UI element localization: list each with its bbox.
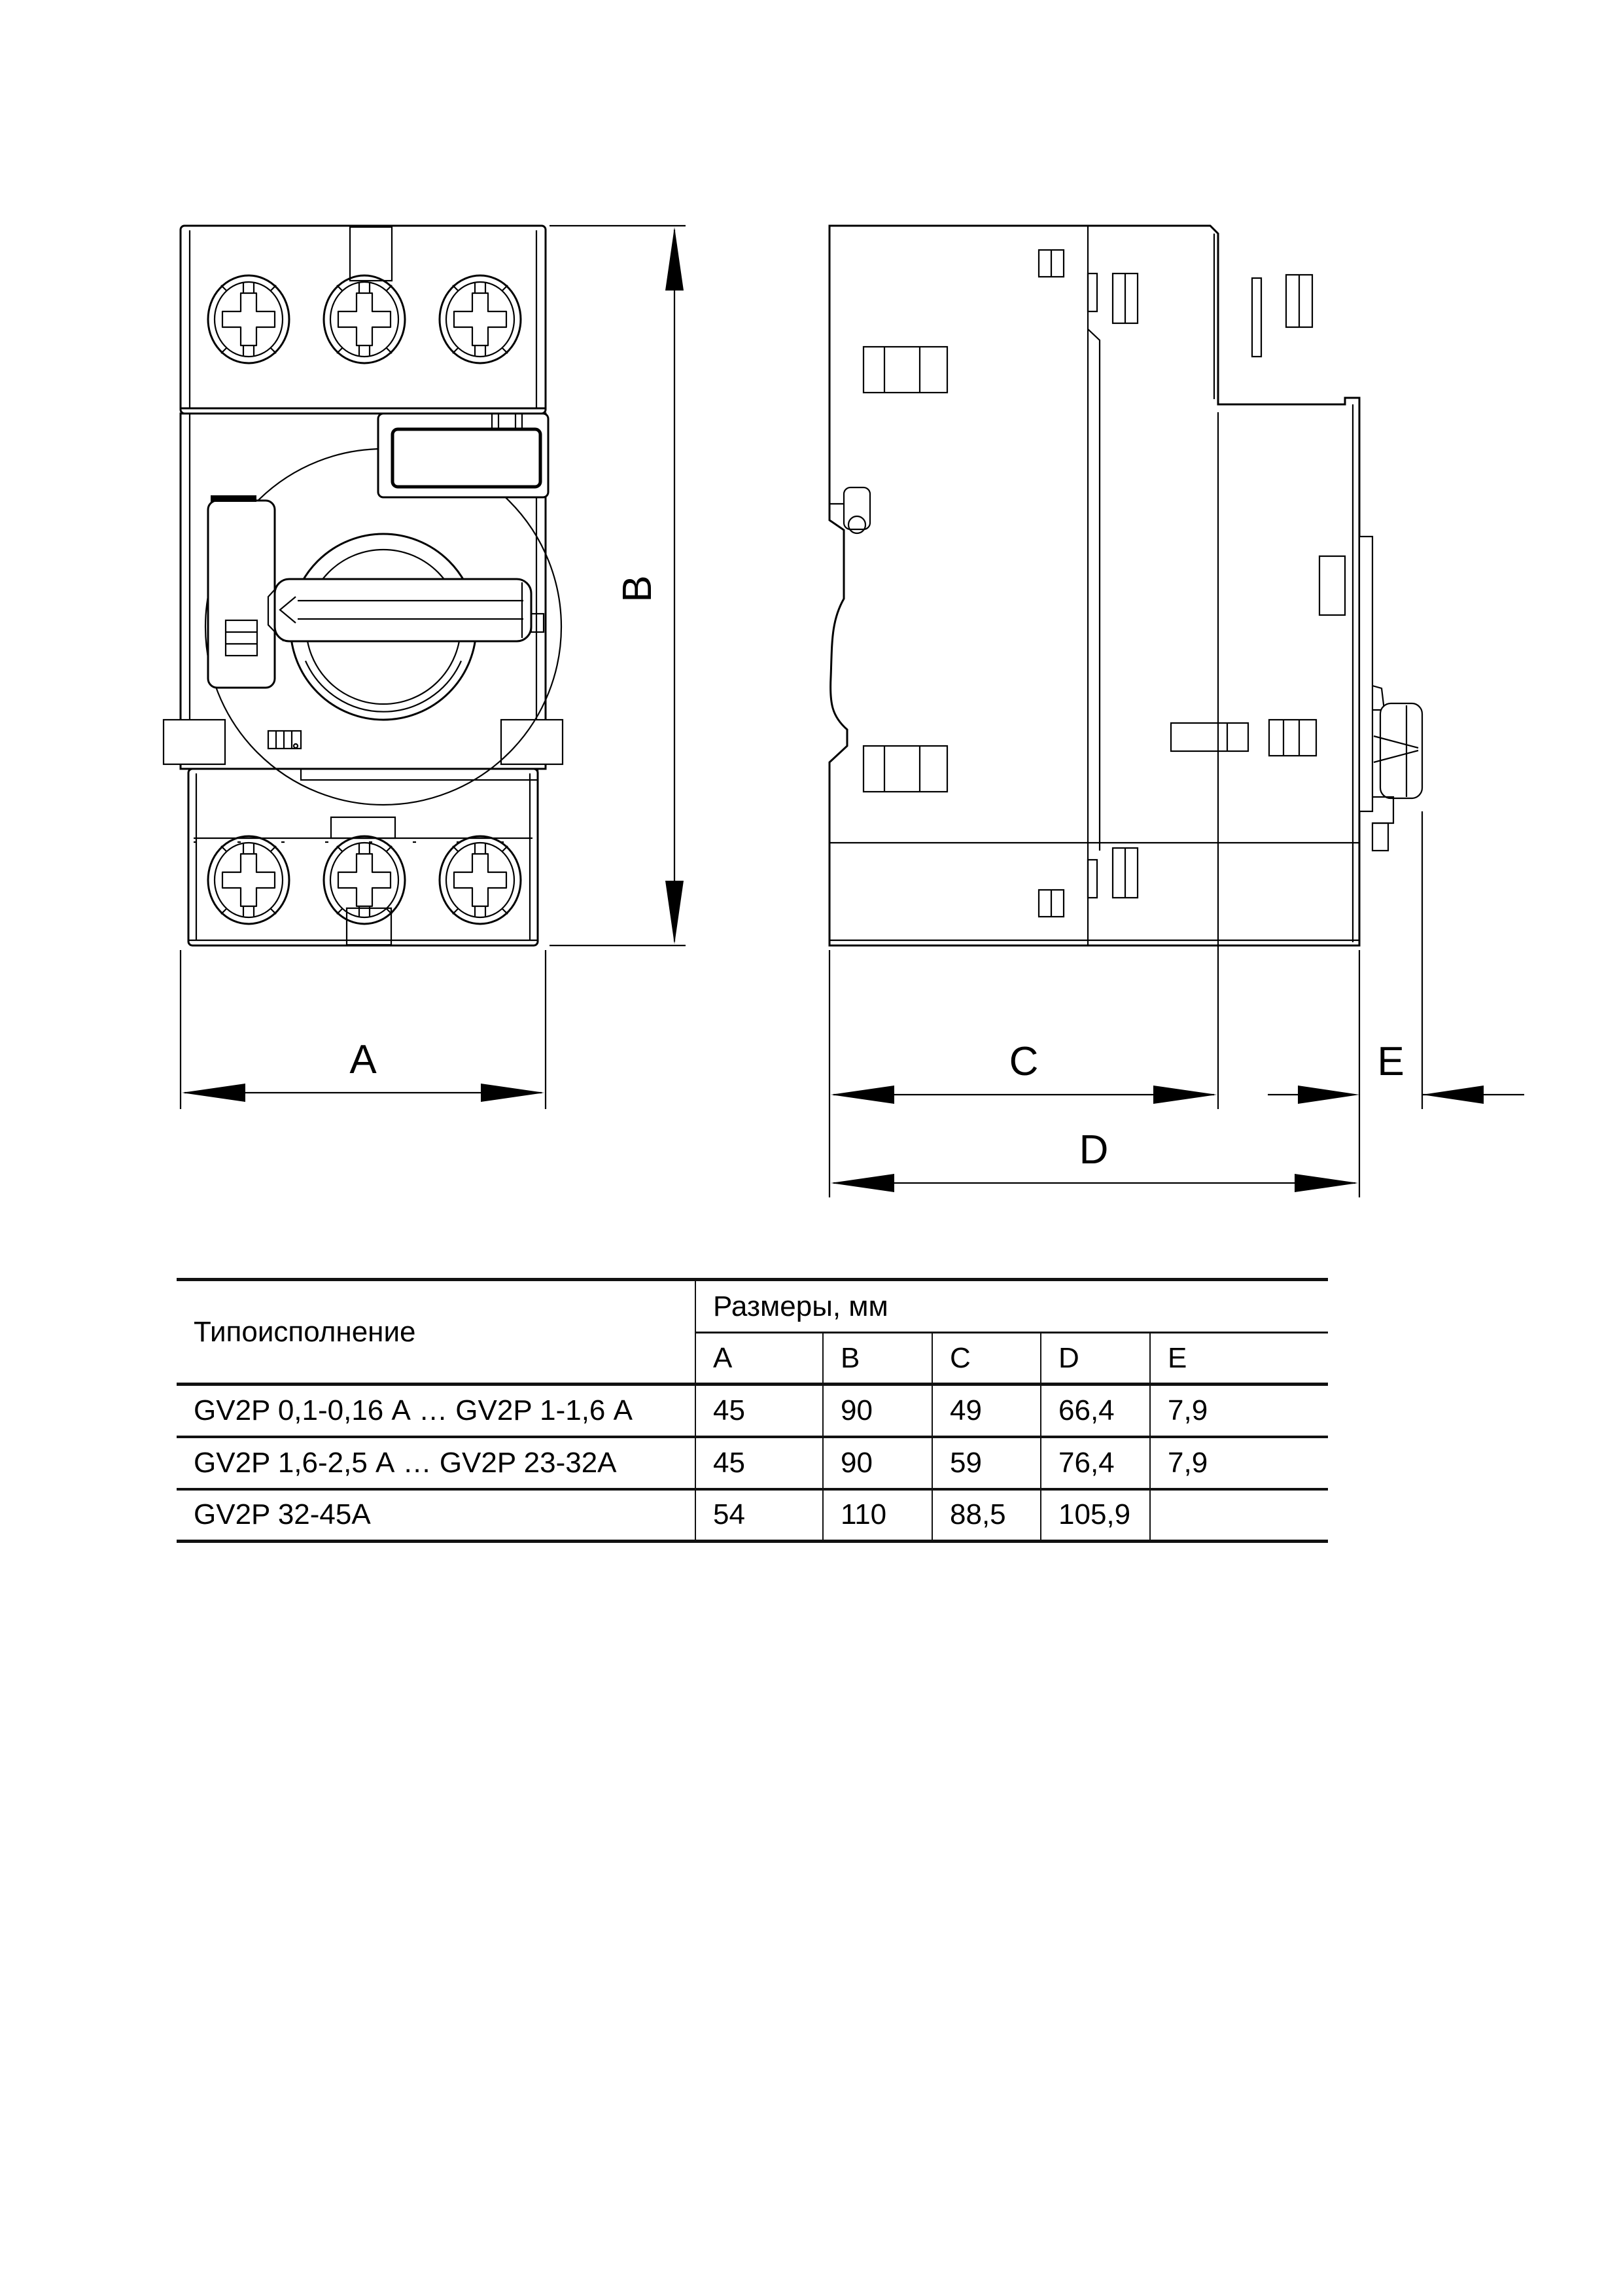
front-view bbox=[164, 226, 686, 1109]
side-vent-top bbox=[864, 347, 947, 393]
col-header-C: C bbox=[932, 1333, 1041, 1385]
front-tab-top bbox=[1252, 278, 1261, 357]
split-tab-top bbox=[1088, 274, 1097, 311]
face-hole bbox=[1319, 556, 1345, 615]
screw-top-3 bbox=[440, 275, 521, 363]
cell-D-3: 105,9 bbox=[1041, 1489, 1150, 1542]
front-cover-edge bbox=[1088, 329, 1100, 851]
side-slot-b-bottom bbox=[1113, 848, 1138, 898]
dim-label-D: D bbox=[1079, 1127, 1109, 1173]
table-row bbox=[177, 1489, 1328, 1542]
col-header-D: D bbox=[1041, 1333, 1150, 1385]
dim-label-C: C bbox=[1009, 1039, 1039, 1084]
cell-A-2: 45 bbox=[695, 1437, 823, 1489]
dimensions-table bbox=[177, 1278, 1328, 1543]
mounting-ear-left bbox=[164, 720, 225, 764]
dim-label-A: A bbox=[349, 1037, 377, 1082]
side-vent-bottom bbox=[864, 746, 947, 792]
cell-B-1: 90 bbox=[823, 1385, 932, 1437]
rotary-knob bbox=[268, 534, 544, 720]
screw-bottom-1 bbox=[208, 836, 289, 924]
cell-C-3: 88,5 bbox=[932, 1489, 1041, 1542]
cell-A-3: 54 bbox=[695, 1489, 823, 1542]
vent-slots bbox=[268, 731, 301, 749]
screw-top-2 bbox=[324, 275, 405, 363]
reset-button bbox=[208, 495, 275, 688]
table-header-type: Типоисполнение bbox=[177, 1280, 695, 1385]
cell-C-2: 59 bbox=[932, 1437, 1041, 1489]
dim-label-B: B bbox=[615, 575, 660, 603]
cell-D-1: 66,4 bbox=[1041, 1385, 1150, 1437]
screw-bottom-2 bbox=[324, 836, 405, 924]
cell-E-1: 7,9 bbox=[1150, 1385, 1328, 1437]
cell-E-3 bbox=[1150, 1489, 1328, 1542]
din-rail-clip bbox=[829, 487, 870, 533]
dimension-C bbox=[829, 412, 1218, 1197]
cell-B-3: 110 bbox=[823, 1489, 932, 1542]
screw-top-1 bbox=[208, 275, 289, 363]
dimension-B bbox=[550, 226, 686, 945]
main-body bbox=[164, 408, 563, 805]
side-view bbox=[829, 226, 1524, 1197]
marking-window bbox=[378, 414, 548, 497]
col-header-E: E bbox=[1150, 1333, 1328, 1385]
cell-type-3: GV2P 32-45А bbox=[177, 1489, 695, 1542]
cell-C-1: 49 bbox=[932, 1385, 1041, 1437]
table-header-sizes: Размеры, мм bbox=[695, 1280, 1328, 1333]
handle-nub bbox=[531, 614, 544, 632]
col-header-B: B bbox=[823, 1333, 932, 1385]
dimension-E bbox=[1268, 811, 1524, 1109]
cell-type-2: GV2P 1,6-2,5 А … GV2P 23-32А bbox=[177, 1437, 695, 1489]
knob-side-profile bbox=[1359, 537, 1422, 851]
dimension-A bbox=[181, 950, 546, 1109]
front-slot-bottom1 bbox=[1171, 723, 1248, 751]
col-header-A: A bbox=[695, 1333, 823, 1385]
cell-A-1: 45 bbox=[695, 1385, 823, 1437]
side-slot-b-top bbox=[1113, 274, 1138, 323]
table-row bbox=[177, 1385, 1328, 1437]
dimension-D bbox=[831, 950, 1359, 1197]
cell-D-2: 76,4 bbox=[1041, 1437, 1150, 1489]
screw-bottom-3 bbox=[440, 836, 521, 924]
cell-type-1: GV2P 0,1-0,16 А … GV2P 1-1,6 А bbox=[177, 1385, 695, 1437]
table-row bbox=[177, 1437, 1328, 1489]
front-slot-bottom2 bbox=[1269, 720, 1316, 756]
knob-handle bbox=[268, 579, 544, 641]
lower-center-tab bbox=[331, 817, 395, 838]
cell-B-2: 90 bbox=[823, 1437, 932, 1489]
dim-label-E: E bbox=[1377, 1039, 1405, 1084]
mounting-ear-right bbox=[501, 720, 563, 764]
wire-slot-top bbox=[350, 227, 392, 281]
cell-E-2: 7,9 bbox=[1150, 1437, 1328, 1489]
split-tab-bottom bbox=[1088, 860, 1097, 898]
side-outline bbox=[829, 226, 1359, 945]
